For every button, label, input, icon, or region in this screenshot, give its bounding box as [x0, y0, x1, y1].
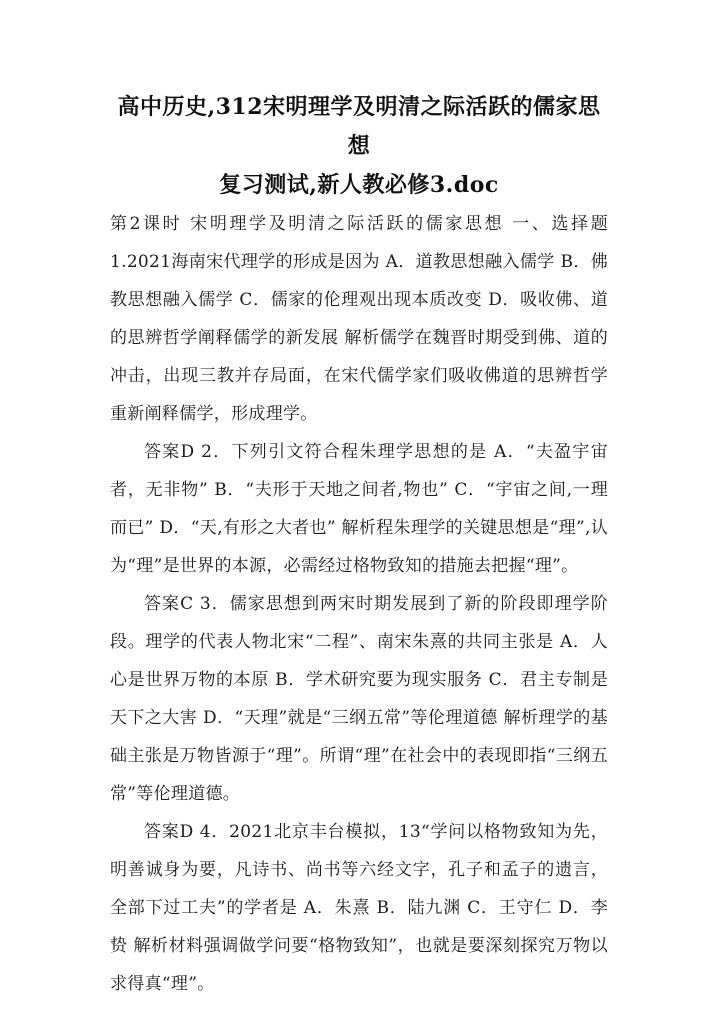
paragraph-question-3: 答案C 3．儒家思想到两宋时期发展到了新的阶段即理学阶段。理学的代表人物北宋“二程”、南宋朱熹的共同主张是 A．人心是世界万物的本原 B．学术研究要为现实服务 C．君主专制是天下之大害 D．“天理”就是“三纲五常”等伦理道德 解析理学的基础主张是万物皆源于“理”。所谓“理”在社会中的表现即指“三纲五常”等伦理道德。: [110, 594, 608, 804]
paragraph-question-1: 第2课时 宋明理学及明清之际活跃的儒家思想 一、选择题 1.2021海南宋代理学的形成是因为 A．道教思想融入儒学 B．佛教思想融入儒学 C．儒家的伦理观出现本质改变 D．吸收佛、道的思辨哲学阐释儒学的新发展 解析儒学在魏晋时期受到佛、道的冲击，出现三教并存局面，在宋代儒学家们吸收佛道的思辨哲学重新阐释儒学，形成理学。: [110, 214, 608, 424]
paragraph-question-4: 答案D 4．2021北京丰台模拟，13“学问以格物致知为先，明善诚身为要，凡诗书、尚书等六经文字，孔子和孟子的遗言，全部下过工夫”的学者是 A．朱熹 B．陆九渊 C．王守仁 D．李贽 解析材料强调做学问要“格物致知”，也就是要深刻探究万物以求得真“理”。: [110, 822, 608, 994]
document-title: [110, 88, 608, 205]
document-title-line-2: 复习测试,新人教必修3.doc: [219, 172, 499, 198]
document-title-line-1: 高中历史,312宋明理学及明清之际活跃的儒家思想: [117, 94, 601, 159]
paragraph-question-2: 答案D 2．下列引文符合程朱理学思想的是 A．“夫盈宇宙者，无非物” B．“夫形于天地之间者,物也” C．“宇宙之间,一理而已” D．“天,有形之大者也” 解析程朱理学的关键思想是“理”,认为“理”是世界的本源，必需经过格物致知的措施去把握“理”。: [110, 442, 608, 576]
document-body: [110, 205, 608, 1003]
